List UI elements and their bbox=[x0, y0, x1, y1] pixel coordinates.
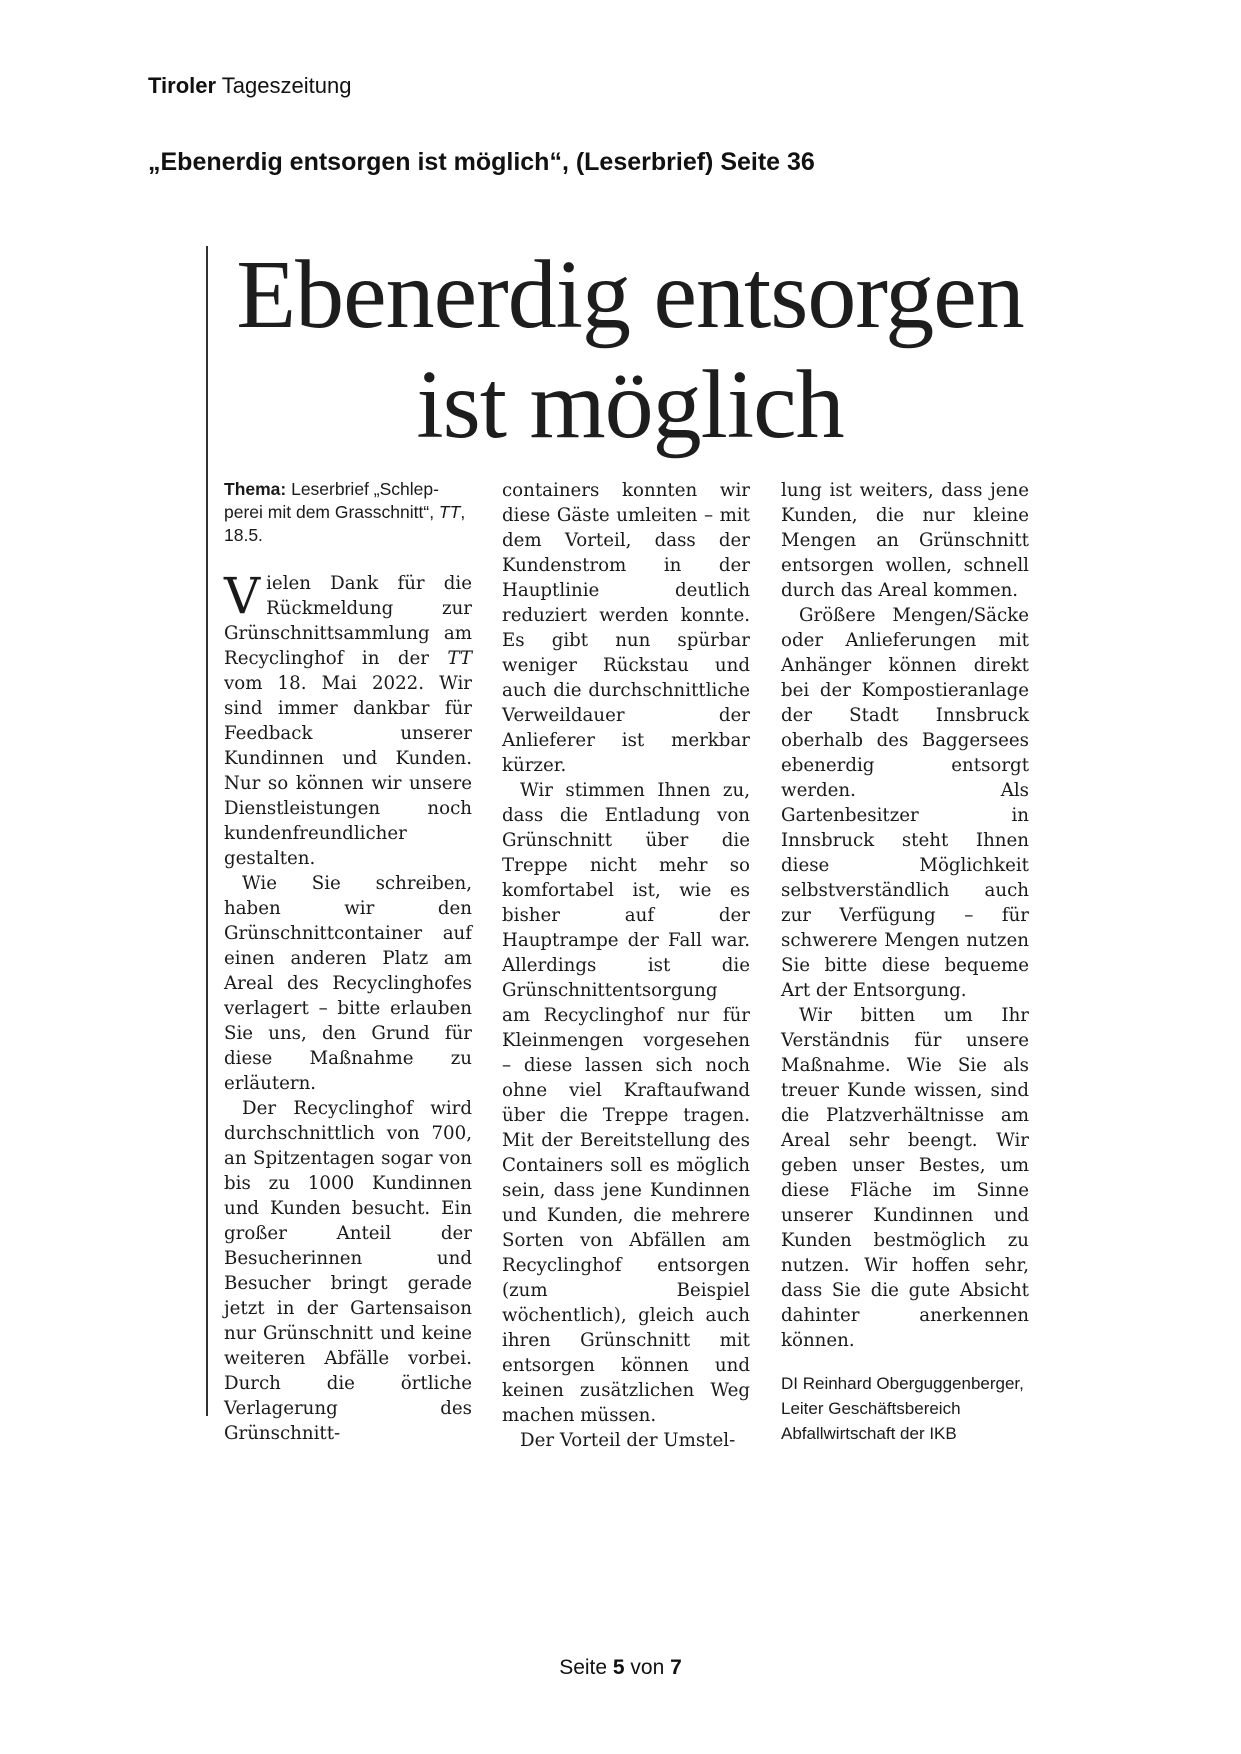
headline-line-2: ist möglich bbox=[416, 351, 844, 459]
newspaper-source bbox=[148, 73, 351, 99]
paragraph: Wir bitten um Ihr Verständnis für unsere Maßnahme. Wie Sie als treuer Kunde wissen, sind die Platzverhältnisse am Areal sehr beengt. Wir geben unser Bestes, um diese Fläche im Sinne unserer Kundinnen und Kunden bestmöglich zu nutzen. Wir hoffen sehr, dass Sie die gute Absicht dahinter anerkennen können. bbox=[781, 1005, 1029, 1351]
source-name-bold: Tiroler bbox=[148, 73, 217, 98]
page-total: 7 bbox=[670, 1656, 682, 1679]
topic-label: Thema: bbox=[224, 479, 287, 499]
paragraph-text: vom 18. Mai 2022. Wir sind immer dankbar für Feedback unserer Kundinnen und Kunden. Nur so können wir unsere Dienstleistungen noch kundenfreundlicher gestalten. bbox=[224, 673, 472, 869]
article-left-rule bbox=[206, 246, 208, 1416]
topic-ref-paper: TT bbox=[438, 502, 461, 522]
article-column-1 bbox=[224, 478, 472, 1446]
paragraph: Wir stimmen Ihnen zu, dass die Entladung von Grünschnitt über die Treppe nicht mehr so komfortabel ist, wie es bisher auf der Hauptrampe der Fall war. Allerdings ist die Grünschnittentsorgung am Recyclinghof nur für Kleinmengen vorgesehen – diese lassen sich noch ohne viel Kraftaufwand über die Treppe tragen. Mit der Bereitstellung des Containers soll es möglich sein, dass jene Kundinnen und Kunden, die mehrere Sorten von Abfällen am Recyclinghof entsorgen (zum Beispiel wöchentlich), gleich auch ihren Grünschnitt mit entsorgen können und keinen zusätzlichen Weg machen müssen. bbox=[502, 780, 750, 1426]
article-column-3 bbox=[781, 478, 1029, 1446]
author-signature: DI Reinhard Oberguggenberger, Leiter Geschäftsbereich Abfallwirtschaft der IKB bbox=[781, 1374, 1024, 1443]
article-headline bbox=[220, 240, 1040, 460]
document-title: „Ebenerdig entsorgen ist möglich“, (Leserbrief) Seite 36 bbox=[148, 148, 815, 176]
paragraph bbox=[224, 567, 472, 871]
page-counter-middle: von bbox=[624, 1656, 671, 1679]
paragraph-text: ielen Dank für die Rückmeldung zur Grünschnittsammlung am Recyclinghof in der bbox=[224, 573, 472, 669]
headline-line-1: Ebenerdig entsorgen bbox=[236, 241, 1024, 349]
topic-text: Leserbrief „Schlep-perei mit dem Grasschnitt“, bbox=[224, 479, 439, 522]
topic-note bbox=[224, 478, 472, 547]
page-counter bbox=[0, 1656, 1241, 1680]
paragraph: Wie Sie schreiben, haben wir den Grünschnittcontainer auf einen anderen Platz am Areal des Recyclinghofes verlagert – bitte erlauben Sie uns, den Grund für diese Maßnahme zu erläutern. bbox=[224, 873, 472, 1094]
source-name-rest: Tageszeitung bbox=[216, 73, 352, 98]
page-counter-prefix: Seite bbox=[559, 1656, 613, 1679]
paragraph: lung ist weiters, dass jene Kunden, die nur kleine Mengen an Grünschnitt entsorgen wollen, schnell durch das Areal kommen. bbox=[781, 480, 1029, 601]
page-number: 5 bbox=[612, 1656, 625, 1679]
article-column-2 bbox=[502, 478, 750, 1453]
paragraph: Größere Mengen/Säcke oder Anlieferungen mit Anhänger können direkt bei der Kompostieranlage der Stadt Innsbruck oberhalb des Baggersees ebenerdig entsorgt werden. Als Gartenbesitzer in Innsbruck steht Ihnen diese Möglichkeit selbstverständlich auch zur Verfügung – für schwerere Mengen nutzen Sie bitte diese bequeme Art der Entsorgung. bbox=[781, 605, 1029, 1001]
paragraph-italic-ref: TT bbox=[447, 648, 472, 669]
topic-ref-date: , 18.5. bbox=[224, 502, 466, 545]
paragraph: Der Vorteil der Umstel- bbox=[520, 1430, 736, 1451]
paragraph: containers konnten wir diese Gäste umleiten – mit dem Vorteil, dass der Kundenstrom in der Hauptlinie deutlich reduziert werden konnte. Es gibt nun spürbar weniger Rückstau und auch die durchschnittliche Verweildauer der Anlieferer ist merkbar kürzer. bbox=[502, 480, 750, 776]
drop-cap: V bbox=[224, 567, 261, 625]
paragraph: Der Recyclinghof wird durchschnittlich von 700, an Spitzentagen sogar von bis zu 1000 Kundinnen und Kunden besucht. Ein großer Anteil der Besucherinnen und Besucher bringt gerade jetzt in der Gartensaison nur Grünschnitt und keine weiteren Abfälle vorbei. Durch die örtliche Verlagerung des Grünschnitt- bbox=[224, 1098, 472, 1444]
